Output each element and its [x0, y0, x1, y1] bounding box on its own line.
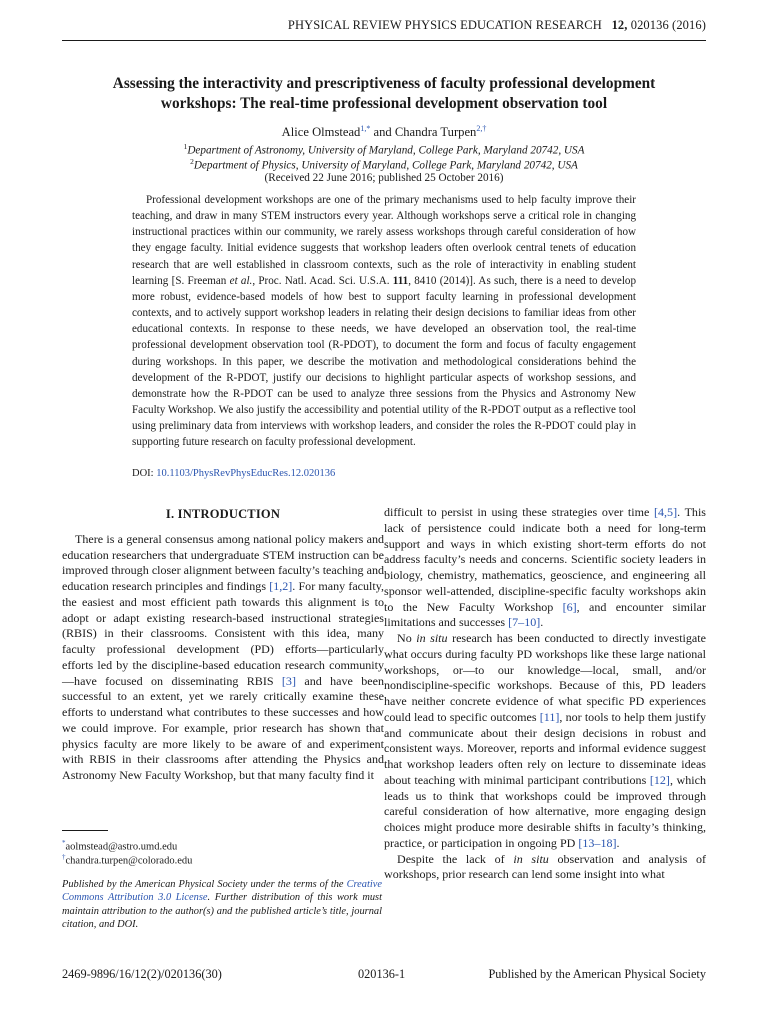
author-1: Alice Olmstead: [281, 125, 361, 140]
author-line: [62, 124, 706, 140]
abstract-part-3: , 8410 (2014)]. As such, there is a need to develop more robust, evidence-based models of how best to support faculty learning in professional development contexts, and to actively support workshop leaders in relating their design decisions to familiar ideas from other educational contexts. In response to these needs, we have developed an observation tool, the real-time professional development observation tool (R-PDOT), to document the form and focus of faculty engagement during workshops. In this paper, we describe the motivation and methodological considerations behind the development of the R-PDOT, justify our decisions to highlight particular aspects of workshop sessions, and demonstrate how the R-PDOT can be used to analyze three sessions from the Physics and Astronomy New Faculty Workshop. We also justify the accessibility and potential utility of the R-PDOT output as a reflective tool using preliminary data from interviews with workshop leaders, and consider the roles the R-PDOT could play in supporting future research on faculty professional development.: [132, 274, 636, 449]
text-run: , and encounter similar limitations and successes: [384, 599, 706, 630]
article-number-year: 020136 (2016): [630, 18, 706, 32]
paper-title: Assessing the interactivity and prescriptiveness of faculty professional development workshops: The real-time professional development observation tool: [112, 75, 656, 112]
citation-link[interactable]: [6]: [562, 599, 577, 614]
journal-name: PHYSICAL REVIEW PHYSICS EDUCATION RESEARCH: [287, 18, 602, 32]
citation-link[interactable]: [11]: [539, 709, 560, 724]
text-run: . For many faculty, the easiest and most efficient path towards this alignment is to adopt or adapt existing research-based instructional strategies (RBIS) in their classrooms. Consistent with this idea, many faculty professional development (PD) efforts—particularly efforts led by the discipline-based education research community—have focused on disseminating RBIS: [62, 579, 384, 688]
footnote-1-marker: *: [62, 839, 66, 847]
intro-paragraph-1-cont: [384, 505, 706, 631]
footer-publisher: Published by the American Physical Society: [488, 967, 706, 981]
abstract-volume: 111: [392, 274, 409, 287]
footer-page-number: 020136-1: [358, 967, 406, 981]
doi-label: DOI:: [132, 468, 157, 479]
text-run: , nor tools to help them justify and communicate about their design decisions in robust and consistent ways. Moreover, reports and informal evidence suggest that workshop leaders often rely on lecture to disseminate ideas about teaching with minimal participant contributions: [384, 709, 706, 787]
author-2: Chandra Turpen: [394, 125, 477, 140]
left-column: [62, 505, 384, 784]
italic-run: in situ: [513, 851, 549, 866]
footnote-rule: [62, 830, 108, 831]
footnote-2-email[interactable]: chandra.turpen@colorado.edu: [65, 855, 193, 867]
license-text-b: . Further distribution of this work must maintain attribution to the author(s) and the published article’s title, journal citation, and DOI.: [62, 892, 382, 930]
text-run: .: [540, 615, 544, 630]
citation-link[interactable]: [7–10]: [508, 615, 541, 630]
text-run: research has been conducted to directly investigate what occurs during faculty PD workshops like these large national workshops, or—to our knowledge—local, small, and/or nondiscipline-specific workshops. Because of this, PD leaders have neither concrete evidence of what specific PD experiences could lead to specific outcomes: [384, 631, 706, 724]
text-run: There is a general consensus among national policy makers and education researchers that undergraduate STEM instruction can be improved through closer alignment between faculty’s teaching and education research principles and findings: [62, 531, 384, 593]
header-rule: [62, 40, 706, 41]
abstract-part-1: Professional development workshops are one of the primary mechanisms used to help faculty improve their teaching, and draw in many STEM instructors every year. Although workshops serve a critical role in changing instructional practices within our community, we rarely assess workshops through careful consideration of how they engage faculty. Initial evidence suggests that workshop leaders often overlook central tenets of education research that are well established in classroom contexts, such as the role of interactivity in enabling student learning [S. Freeman: [132, 194, 636, 287]
license-notice: [62, 878, 382, 931]
text-run: No: [397, 631, 417, 645]
affiliation-2: [62, 157, 706, 172]
footer-issn: 2469-9896/16/12(2)/020136(30): [62, 967, 222, 981]
affiliation-1: [62, 142, 706, 157]
footnote-1-email[interactable]: aolmstead@astro.umd.edu: [65, 841, 178, 853]
section-heading: I. INTRODUCTION: [165, 507, 281, 521]
right-column: [384, 505, 706, 883]
citation-link[interactable]: [13–18]: [578, 835, 617, 850]
text-run: observation and analysis of workshops, prior research can lend some insight into what: [384, 851, 707, 882]
affiliation-1-marker: 1: [183, 142, 188, 151]
affiliation-1-text: Department of Astronomy, University of Maryland, College Park, Maryland 20742, USA: [187, 144, 585, 157]
footnote-2-marker: †: [62, 853, 66, 861]
license-text-a: Published by the American Physical Society under the terms of the: [62, 879, 347, 890]
affiliation-2-text: Department of Physics, University of Maryland, College Park, Maryland 20742, USA: [193, 159, 578, 172]
journal-volume: 12,: [611, 18, 628, 32]
citation-link[interactable]: [3]: [281, 673, 296, 688]
text-run: and have been successful to an extent, yet we rarely critically examine these efforts to understand what contributes to these successes and how we could improve. For example, prior research has shown that physics faculty are more likely to be aware of and experiment with RBIS in their classrooms after attending the Physics and Astronomy New Faculty Workshop, but that many faculty find it: [62, 673, 384, 782]
footnote-2: [62, 851, 192, 868]
running-header: [62, 18, 706, 33]
citation-link[interactable]: [4,5]: [654, 505, 678, 519]
text-run: difficult to persist in using these strategies over time: [384, 505, 655, 519]
author-1-marks[interactable]: 1,*: [360, 124, 371, 133]
author-conjunction: and: [370, 125, 395, 140]
text-run: .: [616, 835, 620, 850]
citation-link[interactable]: [1,2]: [269, 579, 293, 593]
citation-link[interactable]: [12]: [649, 772, 670, 787]
doi-link[interactable]: 10.1103/PhysRevPhysEducRes.12.020136: [156, 468, 336, 479]
doi-line: [132, 468, 636, 479]
abstract-part-2: , Proc. Natl. Acad. Sci. U.S.A.: [252, 274, 393, 287]
text-run: , which leads us to think that workshops could be improved through careful consideration of how alternative, more engaging design choices might produce more desirable shifts in faculty’s thinking, practice, or participation in ongoing PD: [384, 772, 706, 850]
text-run: . This lack of persistence could indicate both a need for long-term support and ways in which existing short-term efforts do not address faculty’s needs and concerns. Scientific society leaders in biology, chemistry, mathematics, geoscience, and engineering all sponsor well-attended, discipline-specific faculty workshops akin to the New Faculty Workshop: [384, 505, 706, 614]
license-link[interactable]: Creative Commons Attribution 3.0 License: [62, 879, 382, 904]
text-run: Despite the lack of: [397, 851, 514, 866]
abstract: [132, 192, 636, 451]
italic-run: in situ: [416, 631, 448, 645]
received-dates: (Received 22 June 2016; published 25 October 2016): [264, 172, 504, 184]
abstract-etal: et al.: [229, 274, 253, 287]
author-2-marks[interactable]: 2,†: [476, 124, 487, 133]
intro-paragraph-1: [62, 532, 384, 784]
affiliation-2-marker: 2: [190, 157, 194, 166]
intro-paragraph-3: [384, 852, 706, 884]
intro-paragraph-2: [384, 631, 706, 852]
